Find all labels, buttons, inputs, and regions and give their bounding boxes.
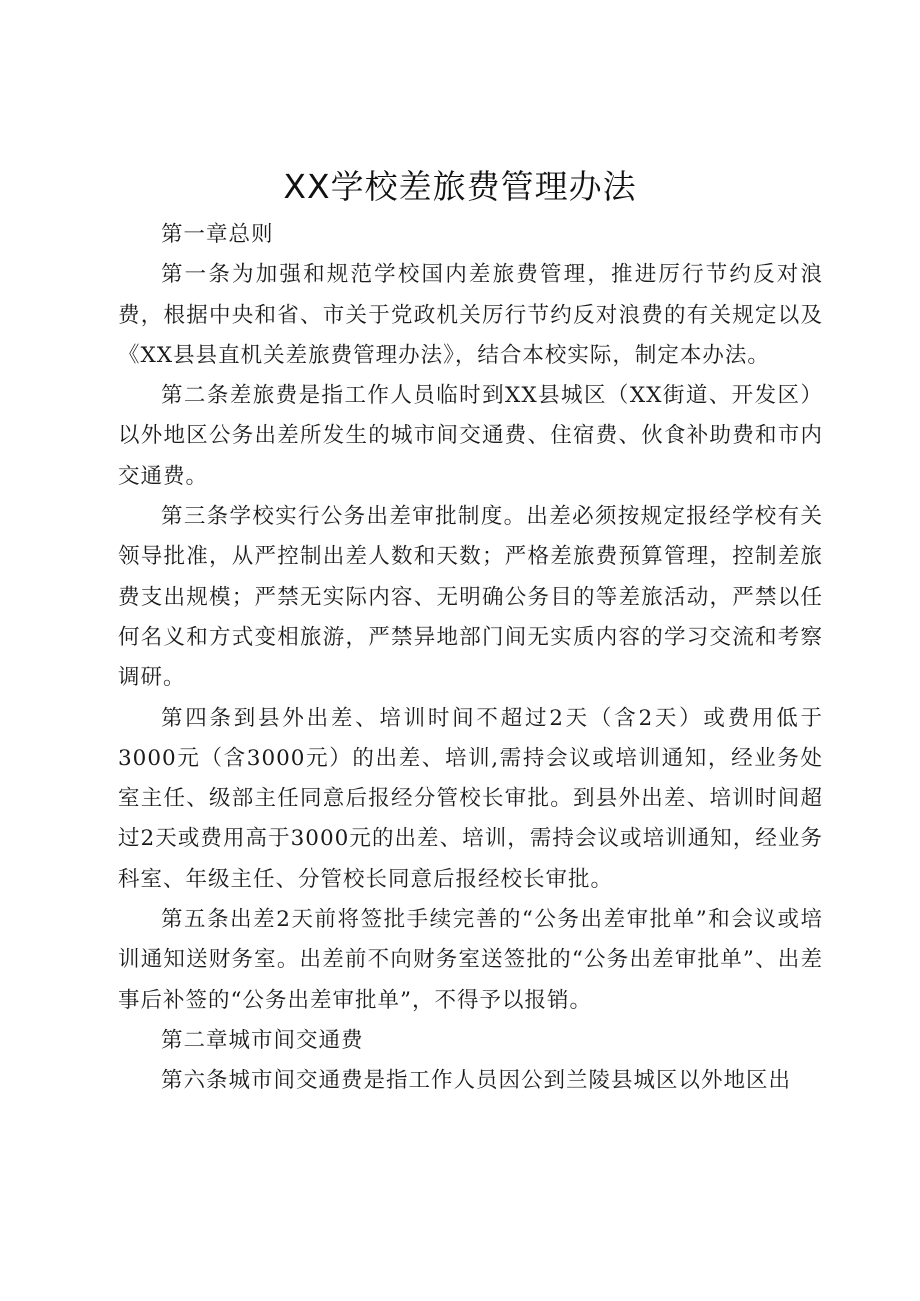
article-paragraph-4: 第四条到县外出差、培训时间不超过2天（含2天）或费用低于3000元（含3000元）的出差、培训,需持会议或培训通知，经业务处室主任、级部主任同意后报经分管校长审批。到县外出差、培训时间超过2天或费用高于3000元的出差、培训，需持会议或培训通知，经业务科室、年级主任、分管校长同意后报经校长审批。: [118, 705, 823, 892]
document-title: XX学校差旅费管理办法: [283, 167, 637, 206]
chapter-heading-1: 第一章总则: [161, 222, 274, 247]
article-paragraph-5: 第五条出差2天前将签批手续完善的“公务出差审批单”和会议或培训通知送财务室。出差前不向财务室送签批的“公务出差审批单”、出差事后补签的“公务出差审批单”，不得予以报销。: [118, 907, 823, 1013]
article-paragraph-1: 第一条为加强和规范学校国内差旅费管理，推进厉行节约反对浪费，根据中央和省、市关于党政机关厉行节约反对浪费的有关规定以及《XX县县直机关差旅费管理办法》，结合本校实际，制定本办法。: [118, 262, 823, 368]
chapter-heading-2: 第二章城市间交通费: [161, 1027, 364, 1053]
article-paragraph-6: 第六条城市间交通费是指工作人员因公到兰陵县城区以外地区出: [161, 1068, 792, 1094]
article-paragraph-3: 第三条学校实行公务出差审批制度。出差必须按规定报经学校有关领导批准，从严控制出差人数和天数；严格差旅费预算管理，控制差旅费支出规模；严禁无实际内容、无明确公务目的等差旅活动，严禁以任何名义和方式变相旅游，严禁异地部门间无实质内容的学习交流和考察调研。: [118, 504, 823, 691]
article-paragraph-2: 第二条差旅费是指工作人员临时到XX县城区（XX街道、开发区）以外地区公务出差所发生的城市间交通费、住宿费、伙食补助费和市内交通费。: [118, 383, 823, 489]
document-body: [118, 215, 823, 1102]
